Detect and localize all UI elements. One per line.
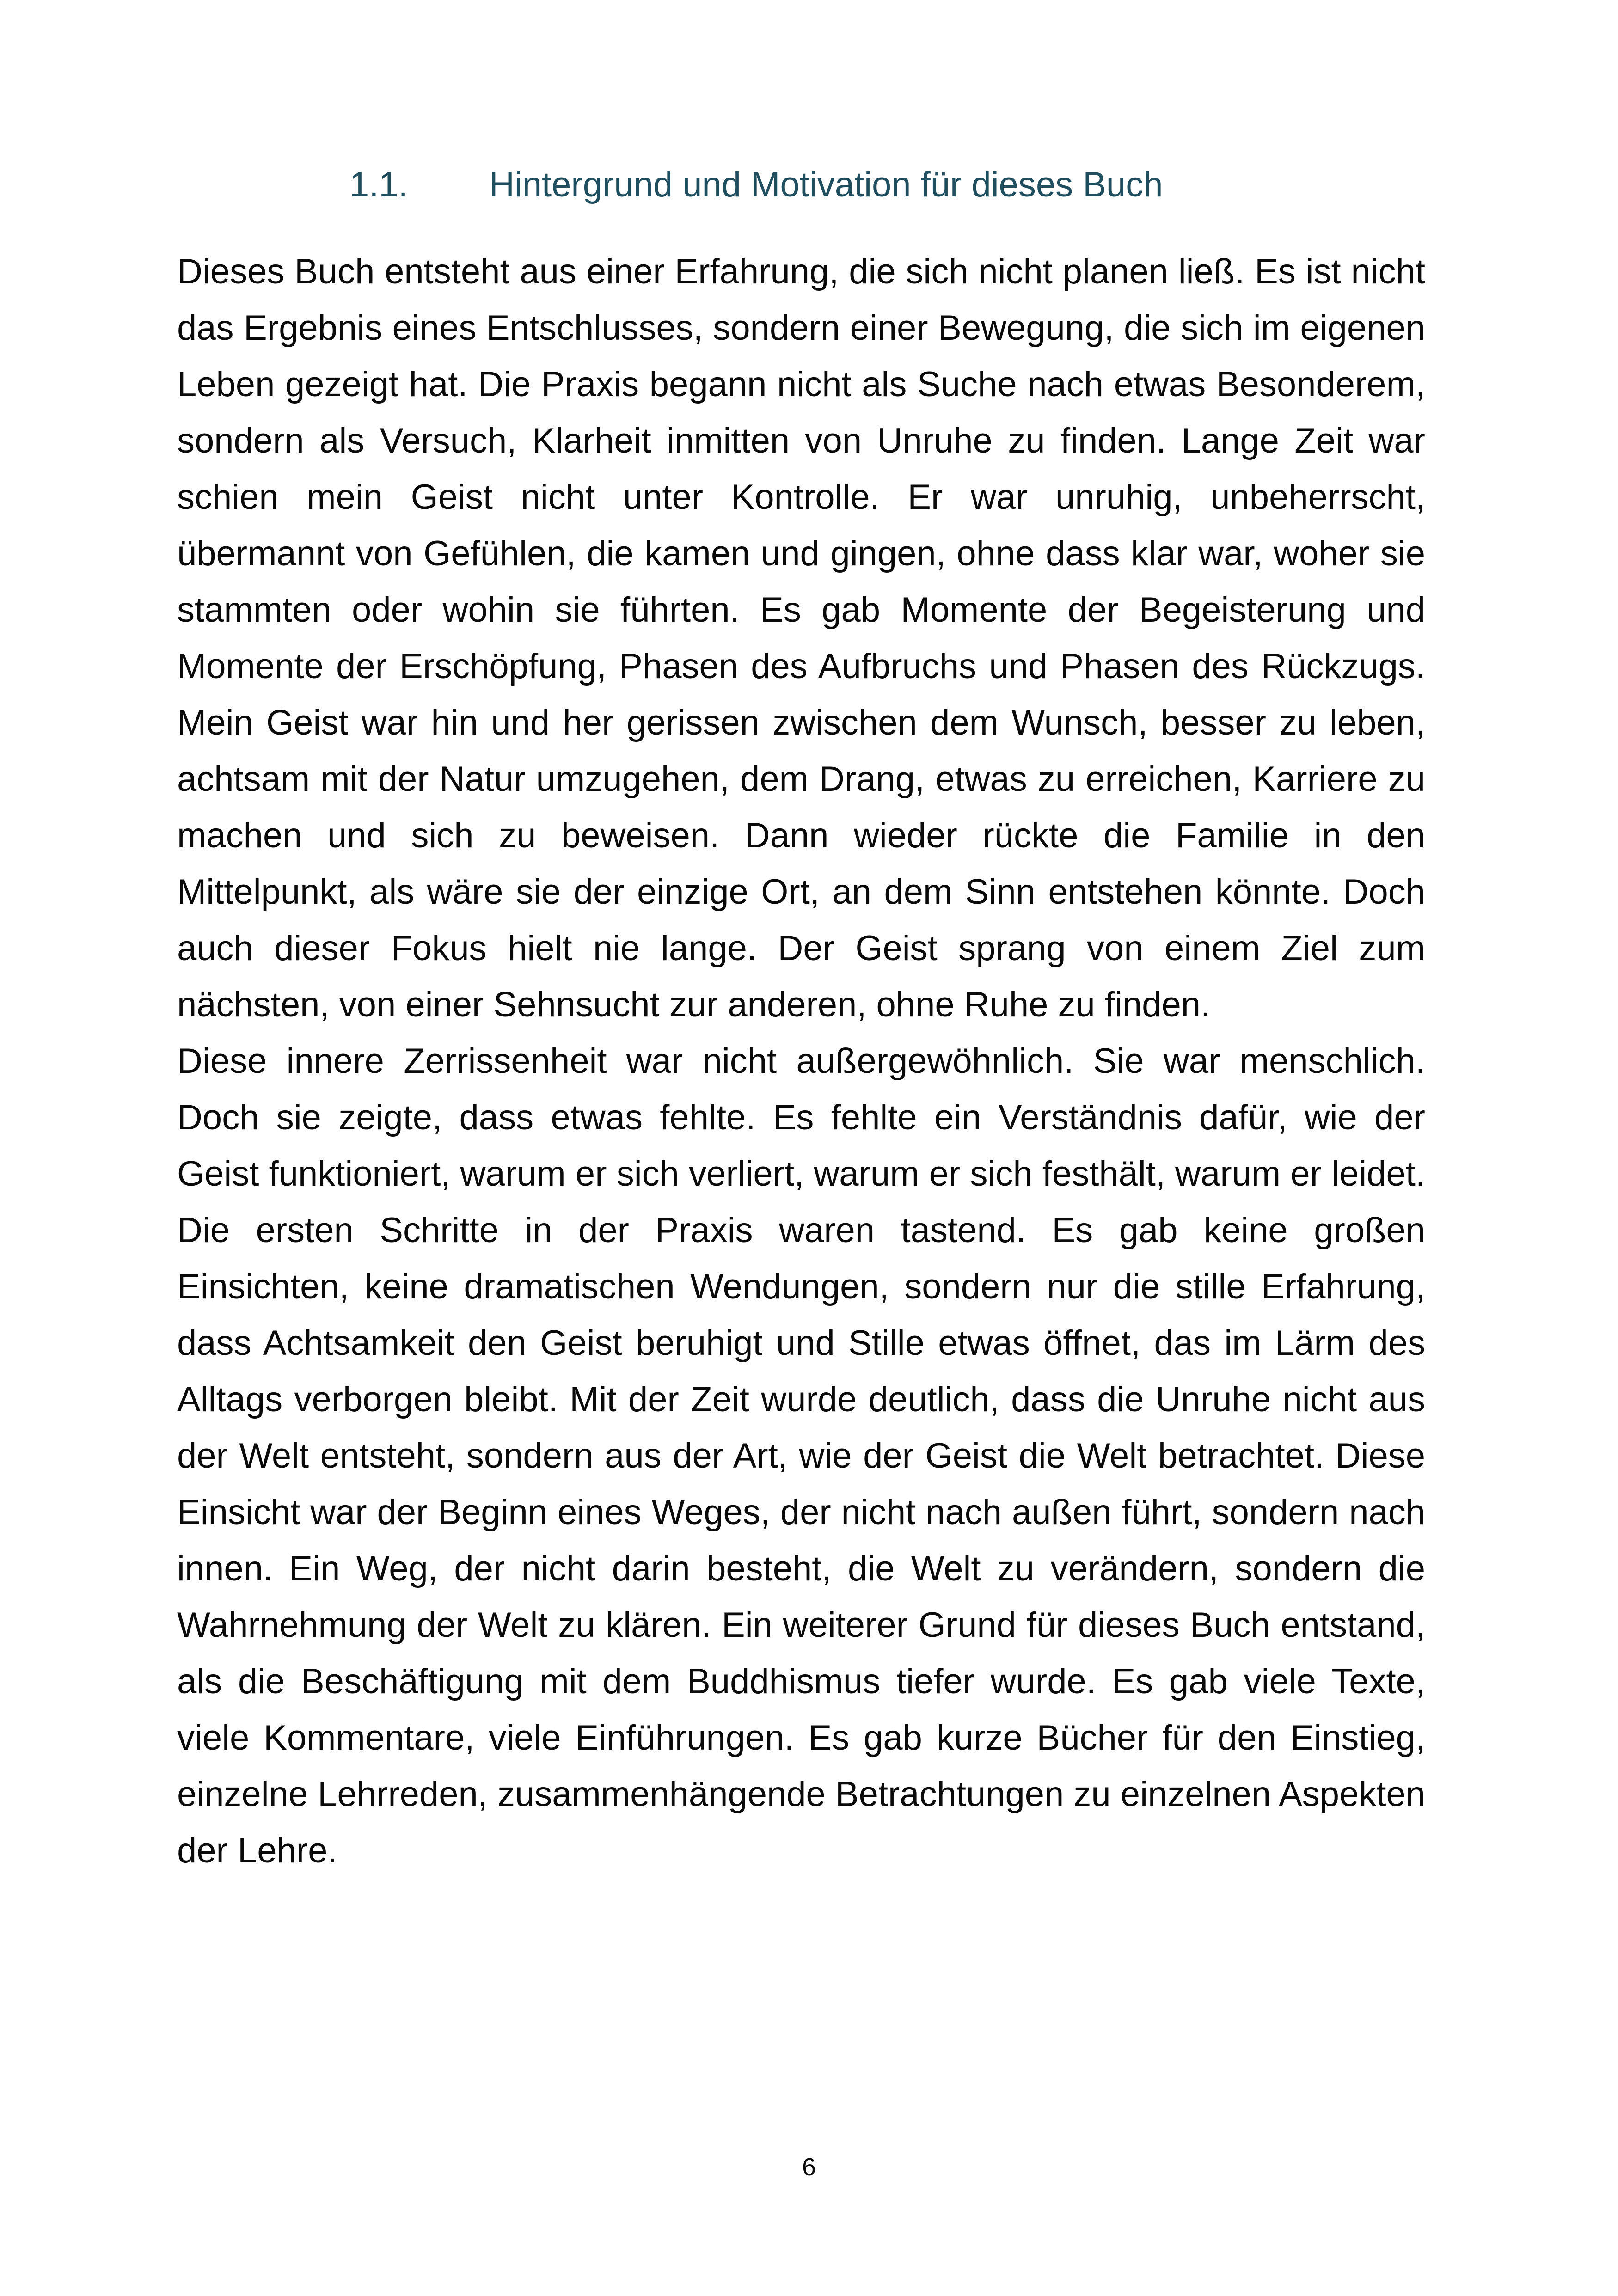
body-text <box>177 244 1425 1879</box>
paragraph: Diese innere Zerrissenheit war nicht außergewöhnlich. Sie war menschlich. Doch sie zeigte, dass etwas fehlte. Es fehlte ein Verständnis dafür, wie der Geist funktioniert, warum er sich verliert, warum er sich festhält, warum er leidet. Die ersten Schritte in der Praxis waren tastend. Es gab keine großen Einsichten, keine dramatischen Wendungen, sondern nur die stille Erfahrung, dass Achtsamkeit den Geist beruhigt und Stille etwas öffnet, das im Lärm des Alltags verborgen bleibt. Mit der Zeit wurde deutlich, dass die Unruhe nicht aus der Welt entsteht, sondern aus der Art, wie der Geist die Welt betrachtet. Diese Einsicht war der Beginn eines Weges, der nicht nach außen führt, sondern nach innen. Ein Weg, der nicht darin besteht, die Welt zu verändern, sondern die Wahrnehmung der Welt zu klären. Ein weiterer Grund für dieses Buch entstand, als die Beschäftigung mit dem Buddhismus tiefer wurde. Es gab viele Texte, viele Kommentare, viele Einführungen. Es gab kurze Bücher für den Einstieg, einzelne Lehrreden, zusammenhängende Betrachtungen zu einzelnen Aspekten der Lehre. <box>177 1041 1425 1870</box>
section-number: 1.1. <box>349 165 408 204</box>
paragraph: Dieses Buch entsteht aus einer Erfahrung, die sich nicht planen ließ. Es ist nicht das Ergebnis eines Entschlusses, sondern einer Bewegung, die sich im eigenen Leben gezeigt hat. Die Praxis begann nicht als Suche nach etwas Besonderem, sondern als Versuch, Klarheit inmitten von Unruhe zu finden. Lange Zeit war schien mein Geist nicht unter Kontrolle. Er war unruhig, unbeherrscht, übermannt von Gefühlen, die kamen und gingen, ohne dass klar war, woher sie stammten oder wohin sie führten. Es gab Momente der Begeisterung und Momente der Erschöpfung, Phasen des Aufbruchs und Phasen des Rückzugs. Mein Geist war hin und her gerissen zwischen dem Wunsch, besser zu leben, achtsam mit der Natur umzugehen, dem Drang, etwas zu erreichen, Karriere zu machen und sich zu beweisen. Dann wieder rückte die Familie in den Mittelpunkt, als wäre sie der einzige Ort, an dem Sinn entstehen könnte. Doch auch dieser Fokus hielt nie lange. Der Geist sprang von einem Ziel zum nächsten, von einer Sehnsucht zur anderen, ohne Ruhe zu finden. <box>177 252 1425 1024</box>
section-heading <box>0 157 1618 213</box>
section-title: Hintergrund und Motivation für dieses Buch <box>489 165 1163 204</box>
page-number: 6 <box>802 2153 816 2181</box>
